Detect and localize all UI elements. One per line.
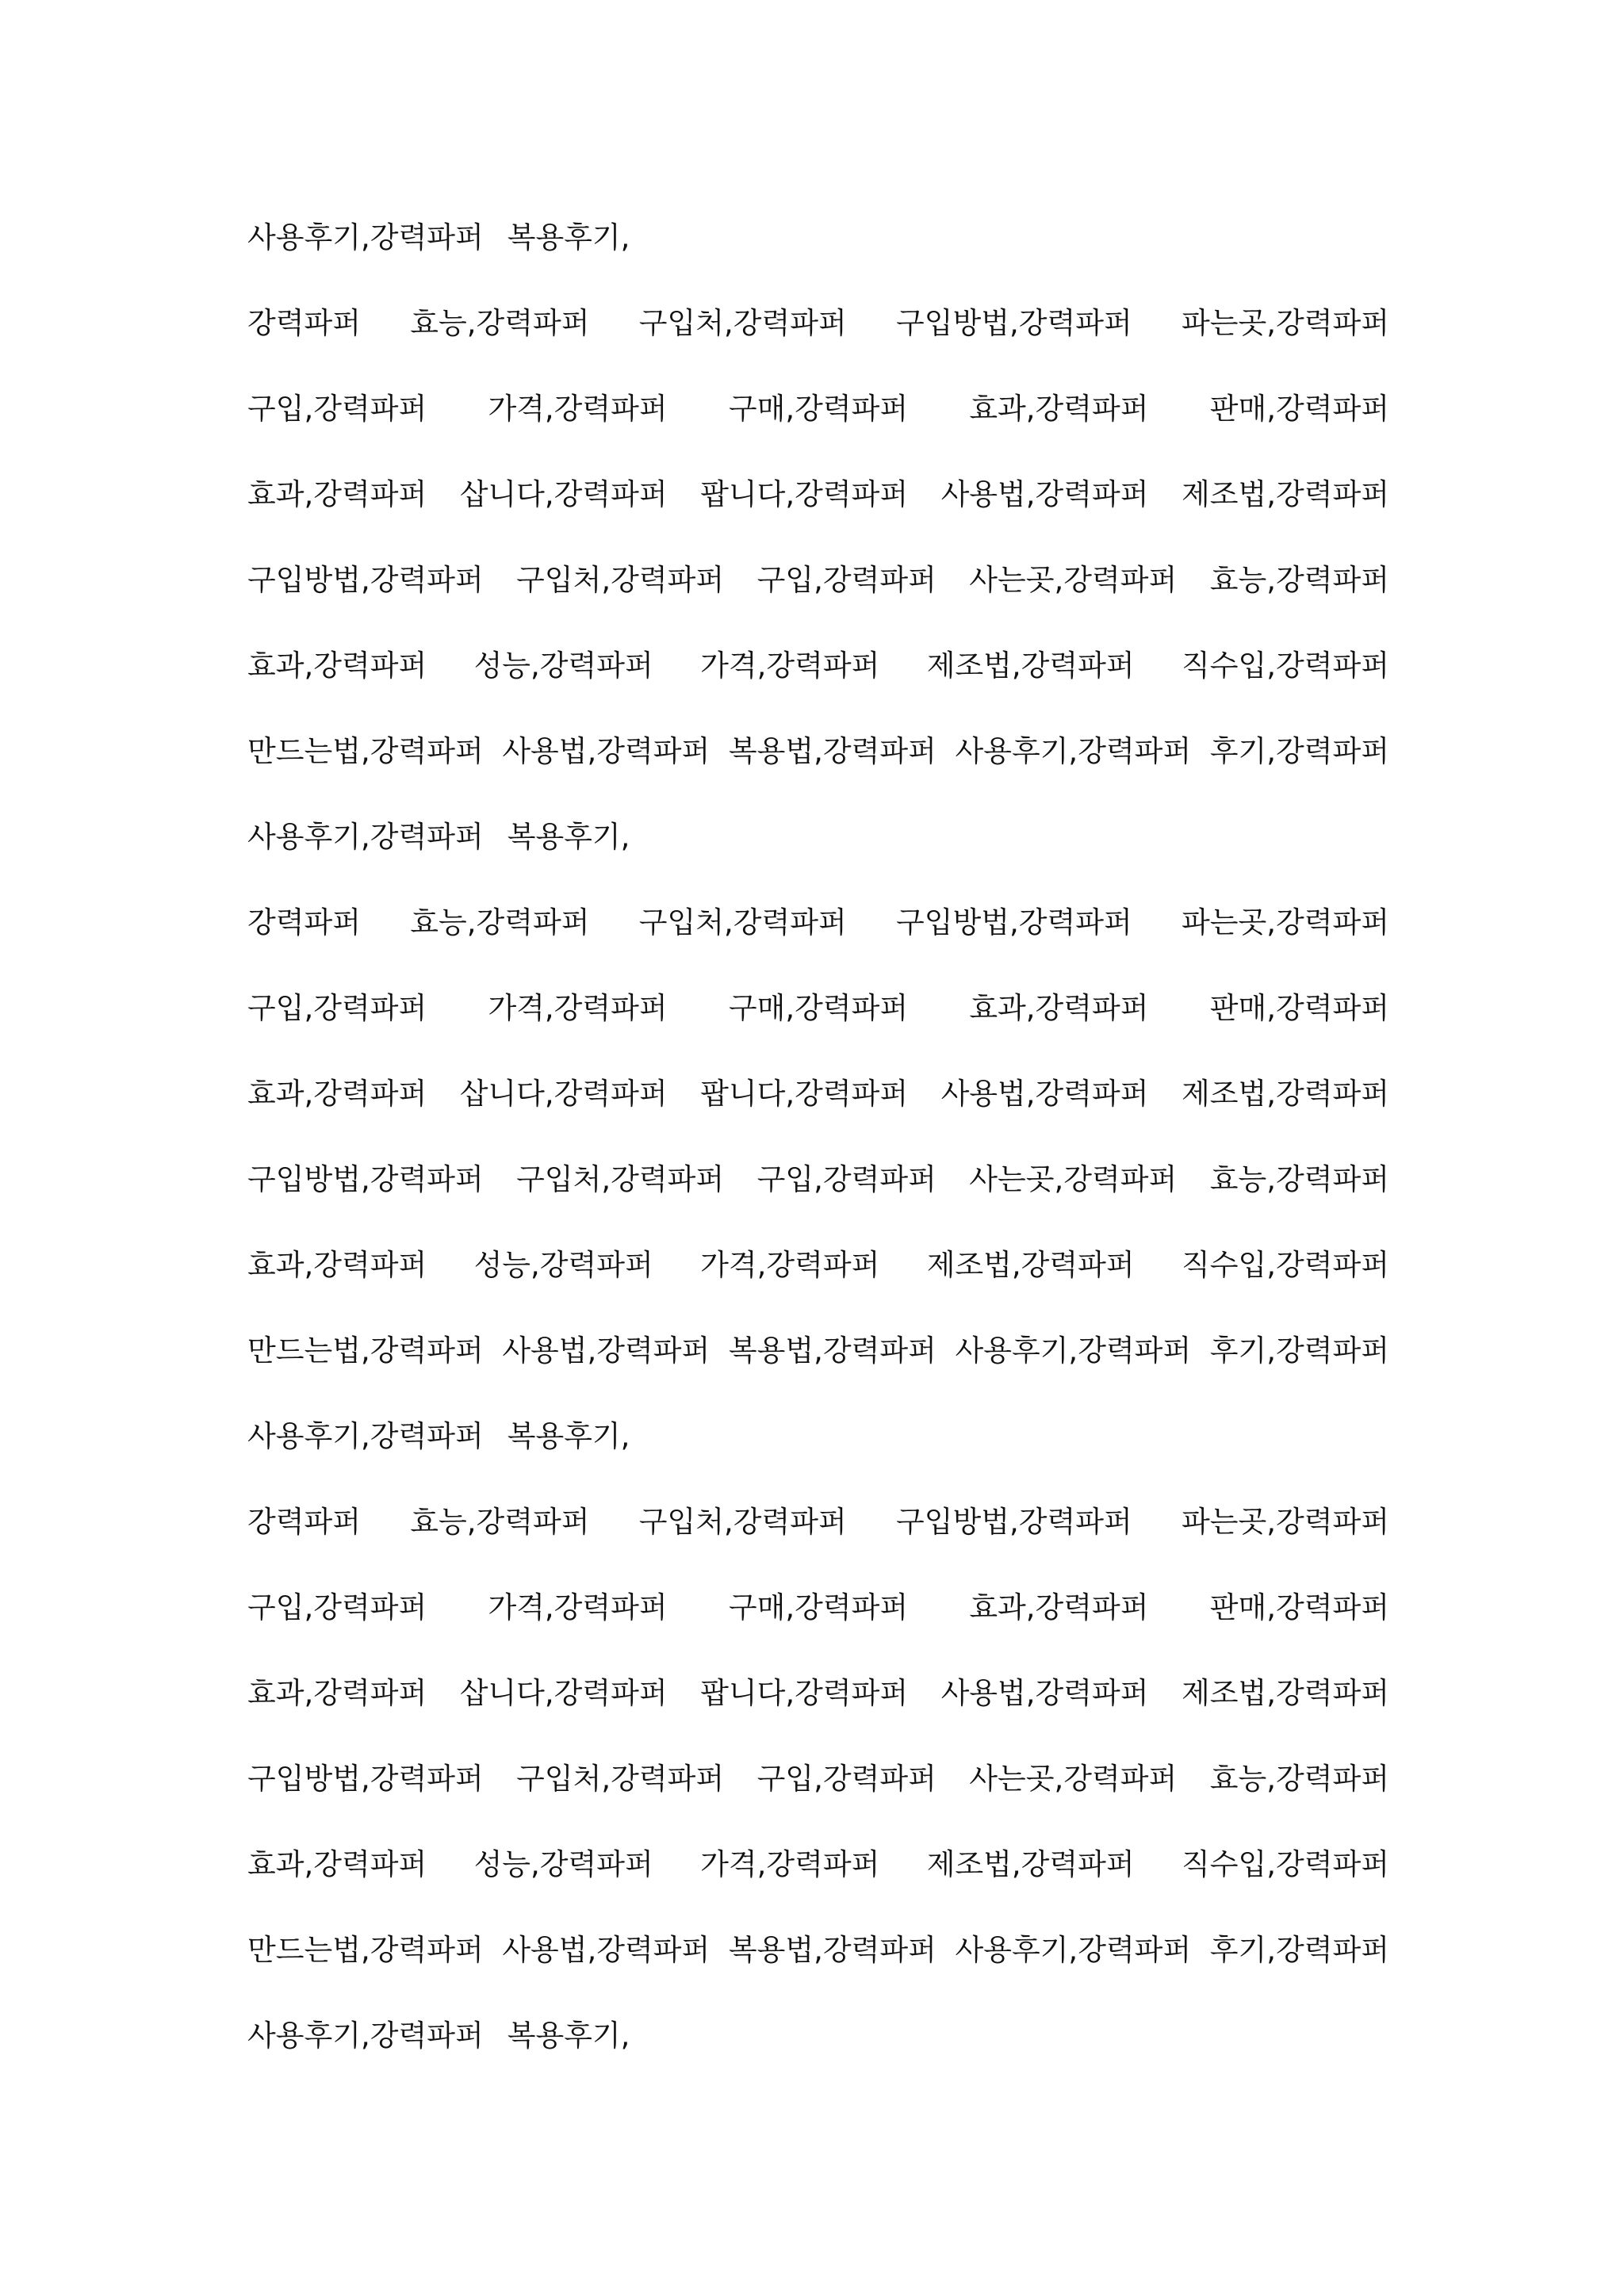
text-segment: 구입방법,강력파퍼 bbox=[247, 1162, 484, 1196]
text-segment: 제조법,강력파퍼 bbox=[1182, 1077, 1389, 1111]
text-segment: 가격,강력파퍼 bbox=[488, 991, 668, 1025]
text-segment: 제조법,강력파퍼 bbox=[926, 1248, 1135, 1282]
text-segment: 사용후기,강력파퍼 bbox=[247, 220, 484, 254]
text-segment: 사용법,강력파퍼 bbox=[502, 1334, 710, 1368]
text-segment: 성능,강력파퍼 bbox=[473, 1248, 653, 1282]
text-segment: 효과,강력파퍼 bbox=[247, 649, 427, 683]
text-segment: 사용법,강력파퍼 bbox=[502, 734, 710, 768]
text-segment: 효과,강력파퍼 bbox=[247, 1676, 427, 1710]
text-segment: 구입처,강력파퍼 bbox=[638, 905, 847, 939]
text-segment: 구입,강력파퍼 bbox=[756, 1162, 936, 1196]
text-segment: 복용후기, bbox=[507, 220, 630, 254]
text-line bbox=[247, 214, 1389, 300]
text-segment: 효능,강력파퍼 bbox=[410, 905, 590, 939]
text-segment: 구입처,강력파퍼 bbox=[638, 1505, 847, 1539]
text-line bbox=[247, 385, 1389, 471]
text-segment: 효과,강력파퍼 bbox=[247, 477, 427, 511]
text-segment: 효과,강력파퍼 bbox=[969, 991, 1149, 1025]
text-segment: 구입방법,강력파퍼 bbox=[896, 905, 1132, 939]
text-segment: 구입방법,강력파퍼 bbox=[247, 1762, 484, 1796]
text-segment: 구입방법,강력파퍼 bbox=[896, 1505, 1132, 1539]
text-segment: 사용후기,강력파퍼 bbox=[955, 1334, 1192, 1368]
text-line bbox=[247, 1498, 1389, 1584]
text-segment: 구입방법,강력파퍼 bbox=[896, 306, 1132, 340]
text-segment: 강력파퍼 bbox=[247, 1505, 361, 1539]
text-segment: 판매,강력파퍼 bbox=[1209, 1590, 1389, 1624]
text-segment: 복용법,강력파퍼 bbox=[728, 1334, 936, 1368]
text-line bbox=[247, 2012, 1389, 2098]
text-segment: 구매,강력파퍼 bbox=[728, 991, 909, 1025]
text-segment: 사용법,강력파퍼 bbox=[940, 1077, 1149, 1111]
text-segment: 효능,강력파퍼 bbox=[410, 1505, 590, 1539]
text-segment: 구입,강력파퍼 bbox=[247, 392, 427, 426]
text-segment: 제조법,강력파퍼 bbox=[926, 649, 1135, 683]
text-segment: 효과,강력파퍼 bbox=[247, 1847, 427, 1881]
text-segment: 효능,강력파퍼 bbox=[1209, 1162, 1389, 1196]
text-segment: 만드는법,강력파퍼 bbox=[247, 1334, 484, 1368]
text-line bbox=[247, 1755, 1389, 1841]
text-segment: 구입,강력파퍼 bbox=[247, 991, 427, 1025]
text-segment: 가격,강력파퍼 bbox=[488, 1590, 668, 1624]
text-segment: 구입처,강력파퍼 bbox=[638, 306, 847, 340]
text-segment: 제조법,강력파퍼 bbox=[1182, 1676, 1389, 1710]
text-segment: 복용후기, bbox=[507, 820, 630, 854]
text-segment: 성능,강력파퍼 bbox=[473, 649, 653, 683]
text-line bbox=[247, 985, 1389, 1070]
text-segment: 사는곳,강력파퍼 bbox=[969, 563, 1178, 597]
text-segment: 사용후기,강력파퍼 bbox=[955, 734, 1192, 768]
text-segment: 효과,강력파퍼 bbox=[969, 1590, 1149, 1624]
text-segment: 성능,강력파퍼 bbox=[473, 1847, 653, 1881]
text-segment: 구입방법,강력파퍼 bbox=[247, 563, 484, 597]
text-line bbox=[247, 642, 1389, 728]
text-segment: 효과,강력파퍼 bbox=[969, 392, 1149, 426]
text-segment: 구입처,강력파퍼 bbox=[516, 563, 725, 597]
text-segment: 구매,강력파퍼 bbox=[728, 392, 909, 426]
text-segment: 후기,강력파퍼 bbox=[1209, 1933, 1389, 1967]
text-segment: 사용후기,강력파퍼 bbox=[955, 1933, 1192, 1967]
text-segment: 효능,강력파퍼 bbox=[1209, 1762, 1389, 1796]
text-segment: 가격,강력파퍼 bbox=[700, 649, 880, 683]
text-segment: 파는곳,강력파퍼 bbox=[1181, 1505, 1389, 1539]
text-segment: 가격,강력파퍼 bbox=[700, 1248, 880, 1282]
text-segment: 구매,강력파퍼 bbox=[728, 1590, 909, 1624]
text-segment: 제조법,강력파퍼 bbox=[926, 1847, 1135, 1881]
text-line bbox=[247, 300, 1389, 385]
text-segment: 효능,강력파퍼 bbox=[1209, 563, 1389, 597]
text-line bbox=[247, 899, 1389, 985]
text-line bbox=[247, 1841, 1389, 1927]
text-segment: 효과,강력파퍼 bbox=[247, 1077, 427, 1111]
text-segment: 후기,강력파퍼 bbox=[1209, 734, 1389, 768]
text-segment: 직수입,강력파퍼 bbox=[1182, 649, 1389, 683]
text-segment: 삽니다,강력파퍼 bbox=[459, 1676, 668, 1710]
text-line bbox=[247, 1070, 1389, 1156]
document-body bbox=[247, 214, 1389, 2098]
text-segment: 삽니다,강력파퍼 bbox=[459, 1077, 668, 1111]
text-line bbox=[247, 471, 1389, 557]
text-line bbox=[247, 728, 1389, 813]
text-segment: 팝니다,강력파퍼 bbox=[700, 1077, 909, 1111]
text-segment: 직수입,강력파퍼 bbox=[1182, 1248, 1389, 1282]
text-segment: 사용후기,강력파퍼 bbox=[247, 1419, 484, 1453]
text-segment: 만드는법,강력파퍼 bbox=[247, 1933, 484, 1967]
text-line bbox=[247, 1327, 1389, 1413]
text-segment: 구입,강력파퍼 bbox=[756, 1762, 936, 1796]
text-segment: 가격,강력파퍼 bbox=[700, 1847, 880, 1881]
text-segment: 구입처,강력파퍼 bbox=[516, 1762, 725, 1796]
text-line bbox=[247, 1927, 1389, 2012]
text-line bbox=[247, 1670, 1389, 1755]
text-segment: 판매,강력파퍼 bbox=[1209, 991, 1389, 1025]
text-segment: 효능,강력파퍼 bbox=[410, 306, 590, 340]
text-line bbox=[247, 1413, 1389, 1498]
text-segment: 구입처,강력파퍼 bbox=[516, 1162, 725, 1196]
text-line bbox=[247, 1242, 1389, 1327]
text-line bbox=[247, 813, 1389, 899]
text-segment: 판매,강력파퍼 bbox=[1209, 392, 1389, 426]
text-segment: 파는곳,강력파퍼 bbox=[1181, 306, 1389, 340]
text-segment: 사는곳,강력파퍼 bbox=[969, 1762, 1178, 1796]
text-segment: 제조법,강력파퍼 bbox=[1182, 477, 1389, 511]
text-segment: 팝니다,강력파퍼 bbox=[700, 477, 909, 511]
text-segment: 구입,강력파퍼 bbox=[756, 563, 936, 597]
text-segment: 파는곳,강력파퍼 bbox=[1181, 905, 1389, 939]
text-segment: 강력파퍼 bbox=[247, 306, 361, 340]
text-segment: 복용법,강력파퍼 bbox=[728, 734, 936, 768]
text-line bbox=[247, 557, 1389, 642]
text-segment: 삽니다,강력파퍼 bbox=[459, 477, 668, 511]
text-line bbox=[247, 1584, 1389, 1670]
text-segment: 사는곳,강력파퍼 bbox=[969, 1162, 1178, 1196]
text-line bbox=[247, 1156, 1389, 1242]
text-segment: 만드는법,강력파퍼 bbox=[247, 734, 484, 768]
text-segment: 복용후기, bbox=[507, 2019, 630, 2053]
text-segment: 구입,강력파퍼 bbox=[247, 1590, 427, 1624]
text-segment: 가격,강력파퍼 bbox=[488, 392, 668, 426]
text-segment: 사용법,강력파퍼 bbox=[940, 477, 1149, 511]
text-segment: 직수입,강력파퍼 bbox=[1182, 1847, 1389, 1881]
text-segment: 복용법,강력파퍼 bbox=[728, 1933, 936, 1967]
text-segment: 강력파퍼 bbox=[247, 905, 361, 939]
text-segment: 효과,강력파퍼 bbox=[247, 1248, 427, 1282]
text-segment: 복용후기, bbox=[507, 1419, 630, 1453]
text-segment: 사용후기,강력파퍼 bbox=[247, 2019, 484, 2053]
text-segment: 사용법,강력파퍼 bbox=[940, 1676, 1149, 1710]
text-segment: 사용법,강력파퍼 bbox=[502, 1933, 710, 1967]
text-segment: 팝니다,강력파퍼 bbox=[700, 1676, 909, 1710]
text-segment: 후기,강력파퍼 bbox=[1209, 1334, 1389, 1368]
text-segment: 사용후기,강력파퍼 bbox=[247, 820, 484, 854]
